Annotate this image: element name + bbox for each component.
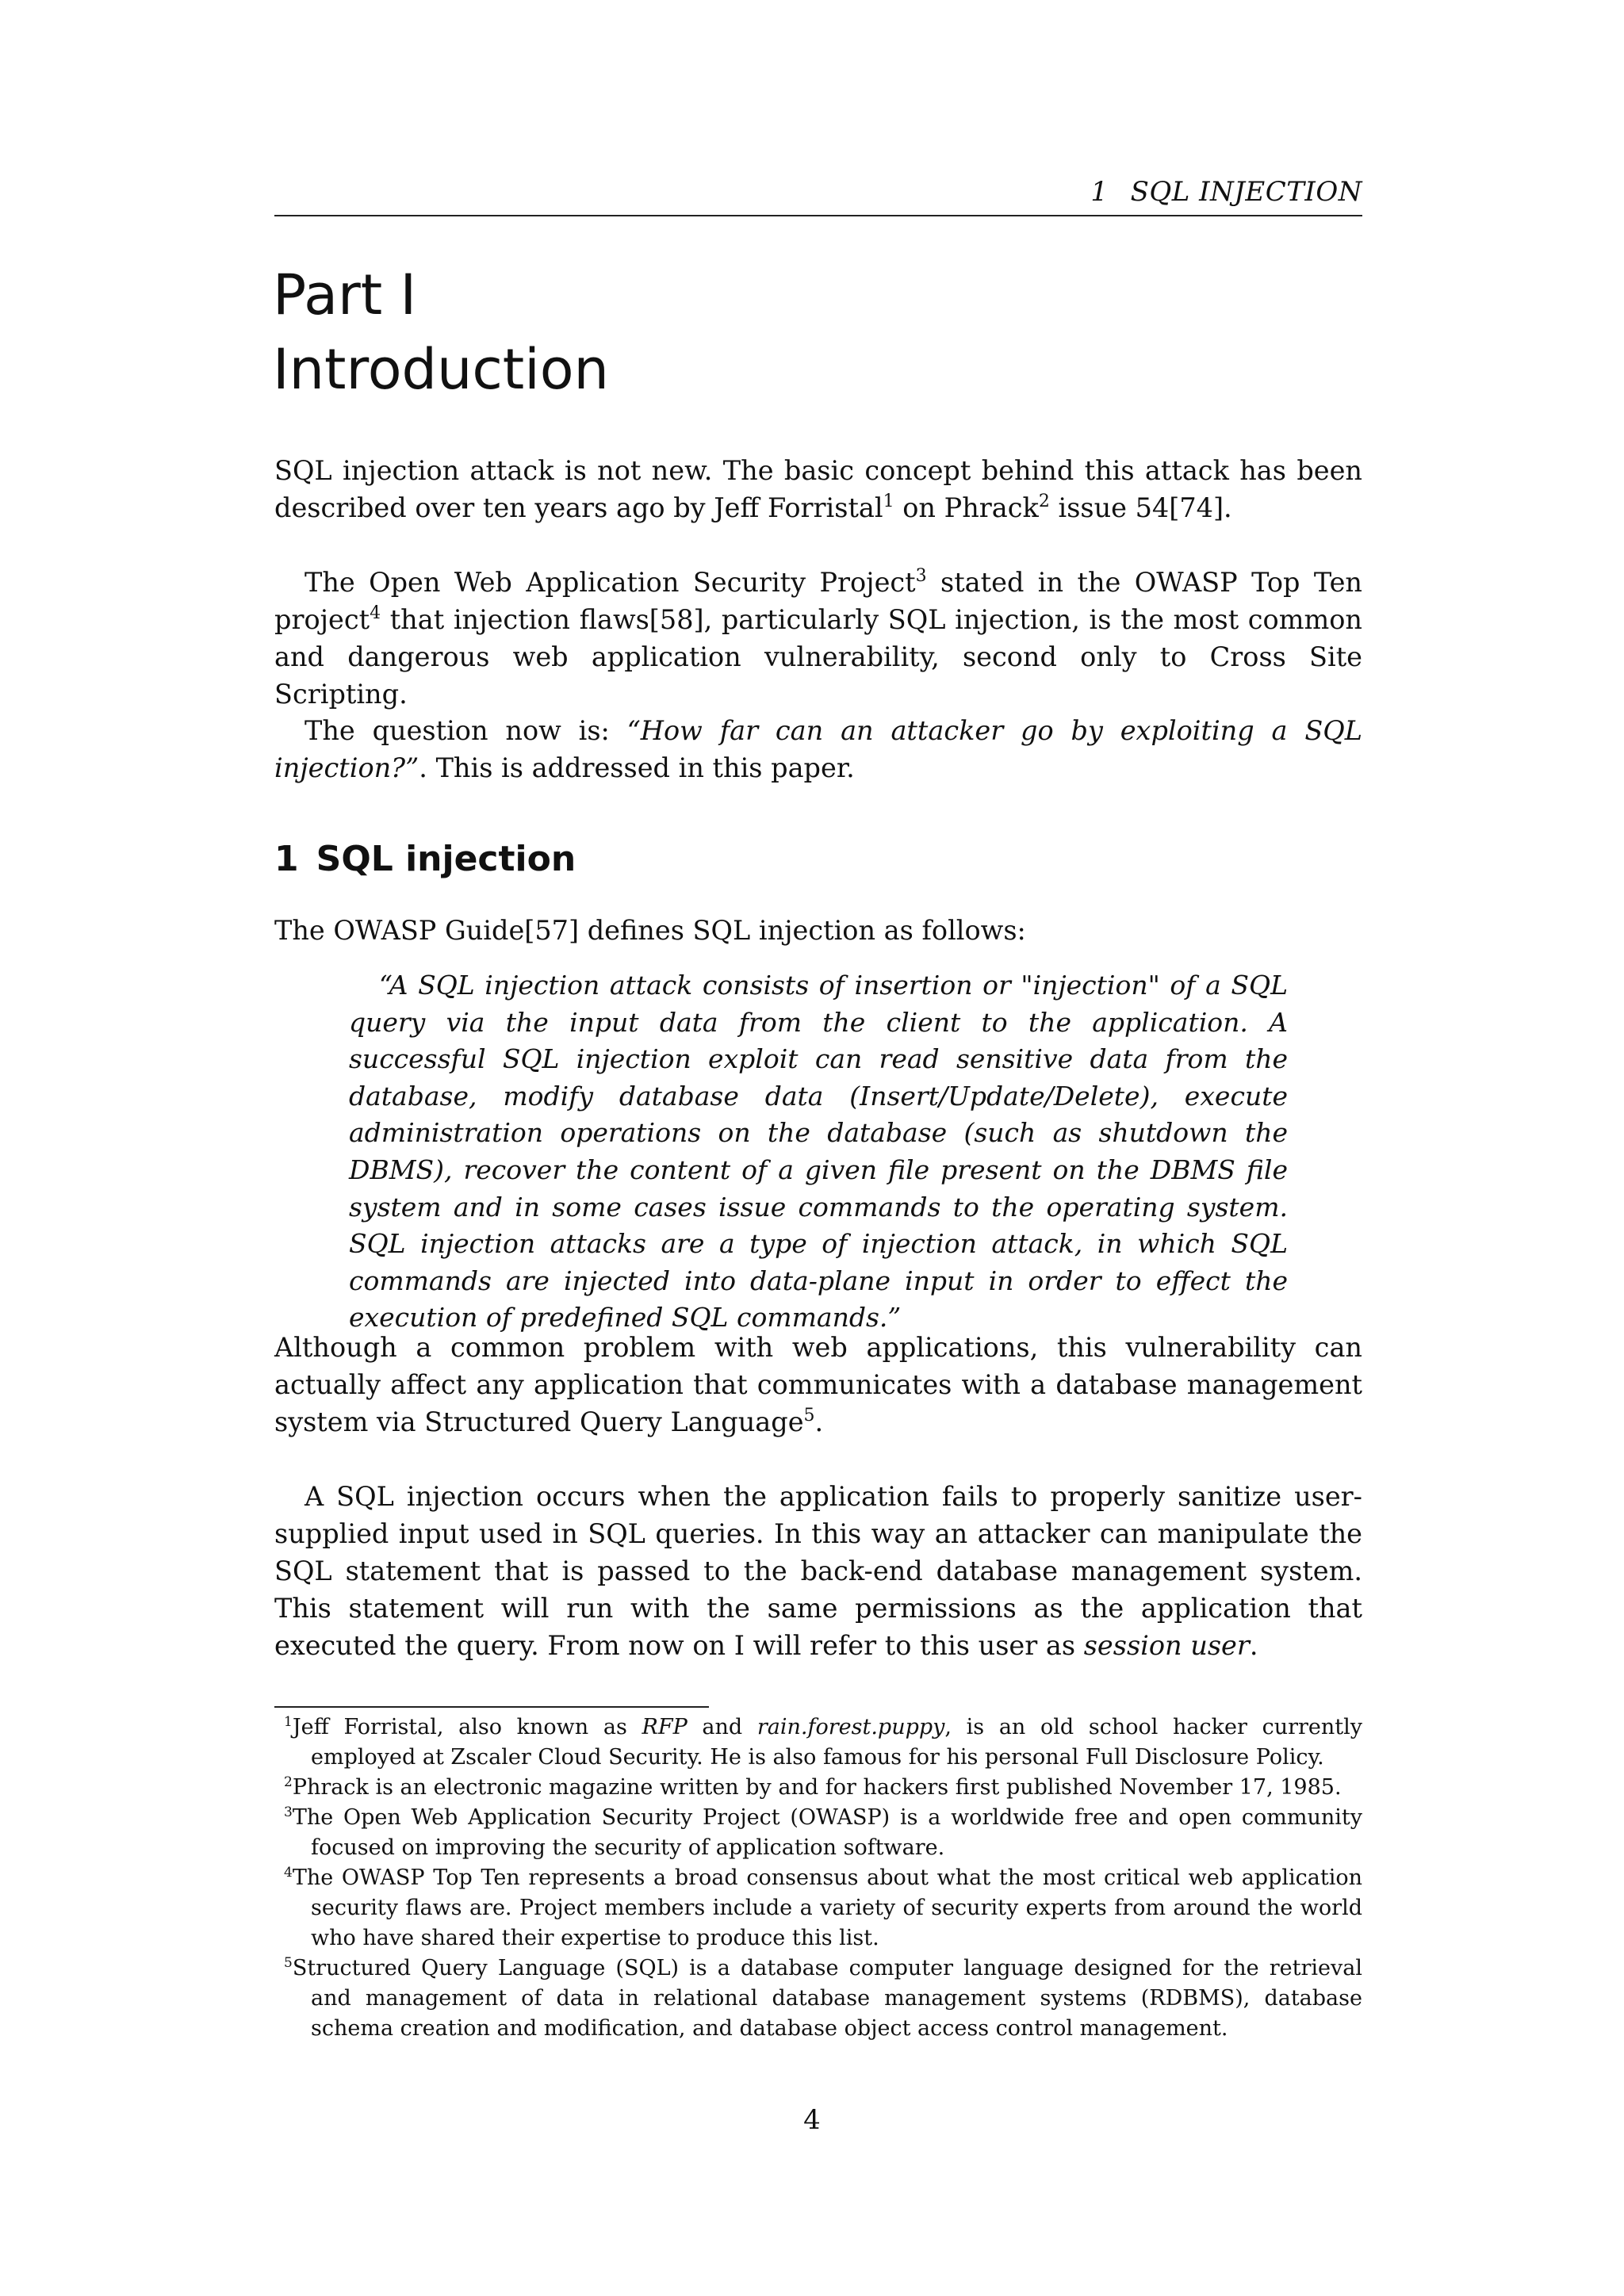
running-header	[274, 176, 1362, 208]
page-number: 4	[803, 2104, 821, 2136]
part-title	[273, 258, 609, 407]
footnote-number: 2	[284, 1774, 293, 1790]
text-run: Although a common problem with web applications, this vulnerability can actually affect any application that communicates with a database management system via Structured Query Language	[274, 1332, 1362, 1437]
footnote-number: 4	[284, 1865, 293, 1881]
text-run: Structured Query Language (SQL) is a database computer language designed for the retrieval and management of data in relational database management systems (RDBMS), database schema creation and modification, and database object access control management.	[292, 1956, 1362, 2041]
text-run: that injection flaws[58], particularly SQL injection, is the most common and dangerous web application vulnerability, second only to Cross Site Scripting.	[274, 604, 1362, 710]
text-run: SQL injection attack is not new. The basic concept behind this attack has been described over ten years ago by Jeff Forristal	[274, 455, 1362, 523]
intro-paragraph-1	[274, 452, 1362, 526]
header-rule	[274, 215, 1362, 216]
footnote-ref-4: 4	[370, 603, 381, 623]
text-run: RFP	[642, 1715, 688, 1739]
text-run: Phrack is an electronic magazine written by and for hackers first published November 17, 1985.	[292, 1775, 1342, 1800]
part-label: Part I	[273, 262, 417, 327]
footnote-number: 5	[284, 1955, 293, 1971]
footnote-number: 1	[284, 1714, 293, 1730]
footnote-5	[274, 1954, 1362, 2044]
footnotes	[274, 1712, 1362, 2044]
text-run: Jeff Forristal, also known as	[292, 1715, 642, 1739]
section-title: SQL injection	[316, 839, 576, 879]
text-run: The question now is:	[304, 715, 627, 746]
footnote-2	[274, 1773, 1362, 1803]
research-question: “How far can an attacker go by exploiting a SQL injection?”	[274, 715, 1362, 783]
footnote-ref-5: 5	[803, 1406, 815, 1425]
section-heading	[274, 836, 576, 883]
text-run: rain.forest.puppy	[756, 1715, 945, 1739]
footnote-number: 3	[284, 1804, 293, 1820]
owasp-definition-quote: “A SQL injection attack consists of insertion or "injection" of a SQL query via the input data from the client to the application. A successful SQL injection exploit can read sensitive data from the database, modify database data (Insert/Update/Delete), execute administration operations on the database (such as shutdown the DBMS), recover the content of a given file present on the DBMS file system and in some cases issue commands to the operating system. SQL injection attacks are a type of injection attack, in which SQL commands are injected into data-plane input in order to effect the execution of predefined SQL commands.”	[349, 970, 1288, 1334]
header-section-title: SQL INJECTION	[1130, 176, 1362, 208]
session-user-term: session user	[1083, 1630, 1250, 1661]
footnote-4	[274, 1863, 1362, 1954]
section-number: 1	[274, 839, 299, 879]
text-run: The Open Web Application Security Project	[304, 567, 916, 598]
text-run: on Phrack	[894, 492, 1039, 523]
text-run: The Open Web Application Security Project (OWASP) is a worldwide free and open community focused on improving the security of application software.	[292, 1805, 1362, 1860]
footnote-1	[274, 1712, 1362, 1773]
text-run: issue 54[74].	[1049, 492, 1232, 523]
part-heading: Introduction	[273, 337, 609, 402]
footnote-3	[274, 1803, 1362, 1863]
header-section-number: 1	[1090, 176, 1109, 208]
text-run: . This is addressed in this paper.	[419, 752, 855, 783]
section-paragraph-1: The OWASP Guide[57] defines SQL injection as follows:	[274, 915, 1026, 946]
footnote-ref-2: 2	[1038, 492, 1050, 511]
section-paragraph-2	[274, 1329, 1362, 1441]
text-run: , is an old school hacker currently employed at Zscaler Cloud Security. He is also famous for his personal Full Disclosure Policy.	[311, 1715, 1363, 1770]
text-run: A SQL injection occurs when the application fails to properly sanitize user-supplied input used in SQL queries. In this way an attacker can manipulate the SQL statement that is passed to the back-end database management system. This statement will run with the same permissions as the application that executed the query. From now on I will refer to this user as	[274, 1481, 1362, 1661]
text-run: .	[1249, 1630, 1258, 1661]
text-run: stated in the OWASP Top Ten project	[274, 567, 1362, 635]
intro-paragraph-3	[274, 712, 1362, 786]
text-run: .	[814, 1406, 824, 1437]
footnote-ref-3: 3	[915, 566, 927, 586]
footnote-ref-1: 1	[883, 492, 894, 511]
footnote-rule	[274, 1706, 709, 1708]
text-run: and	[687, 1715, 757, 1739]
intro-paragraph-2	[274, 564, 1362, 713]
text-run: The OWASP Top Ten represents a broad consensus about what the most critical web application security flaws are. Project members include a variety of security experts from around the world who have shared their expertise to produce this list.	[292, 1866, 1362, 1950]
section-paragraph-3	[274, 1478, 1362, 1664]
